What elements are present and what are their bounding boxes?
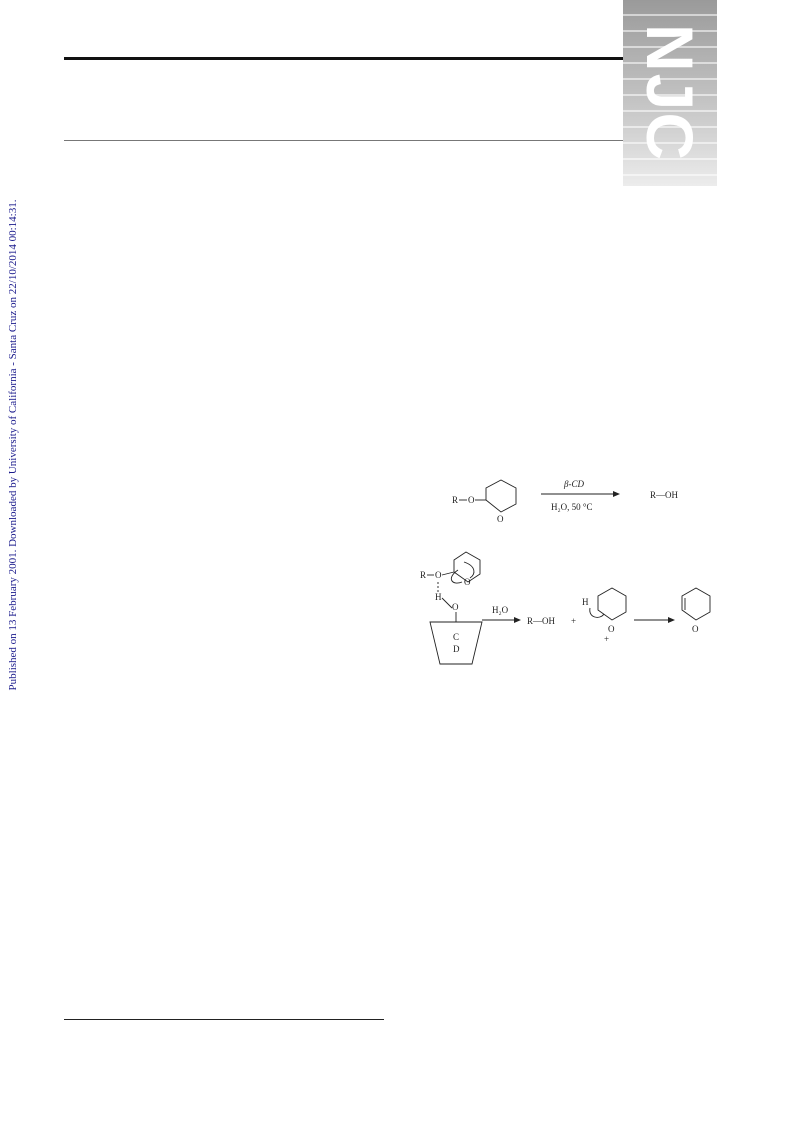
elimination-arrowhead [668,617,675,623]
curved-arrow [464,562,474,578]
positive-charge: + [604,634,610,644]
bond [442,572,454,575]
reaction-scheme [408,470,728,680]
bond [442,598,452,608]
ring-oxygen-label: O [497,514,504,524]
footnote-rule [64,1019,384,1020]
product-label: R—OH [650,490,679,500]
header-rule [64,57,626,60]
cd-d-label: D [453,644,460,654]
plus-sign: + [571,616,577,626]
cyclodextrin-cone [430,622,482,664]
mechanism-h-label: H [435,592,442,602]
header-divider [64,140,626,141]
conditions-label: H₂O, 50 °C [551,502,593,512]
tetrahydropyran-ring [486,480,516,512]
oxocarbenium-oxygen: O [608,624,615,634]
journal-logo [623,0,717,186]
mechanism-o-label: O [435,570,442,580]
cd-c-label: C [453,632,460,642]
oxocarbenium-ring [598,588,626,620]
dihydropyran-oxygen: O [692,624,699,634]
reaction-line [452,479,679,524]
mechanism-r-label: R [420,570,427,580]
water-label: H₂O [492,605,509,615]
journal-logo-text: NJC [633,23,707,163]
reagent-label: β-CD [564,479,584,489]
substrate-o-label: O [468,495,475,505]
mechanism-ring-oxygen: O [464,577,471,587]
substrate-r-label: R [452,495,459,505]
mechanism-arrowhead [514,617,521,623]
dihydropyran-ring [682,588,710,620]
cd-oxygen-label: O [452,602,459,612]
ring-h-label: H [582,597,589,607]
publication-note: Published on 13 February 2001. Downloaded by University of California - Santa Cruz on 22/10/2014 00:14:31. [7,199,19,691]
mechanism-product-label: R—OH [527,616,556,626]
mechanism [420,552,710,664]
reaction-arrowhead [613,491,620,497]
